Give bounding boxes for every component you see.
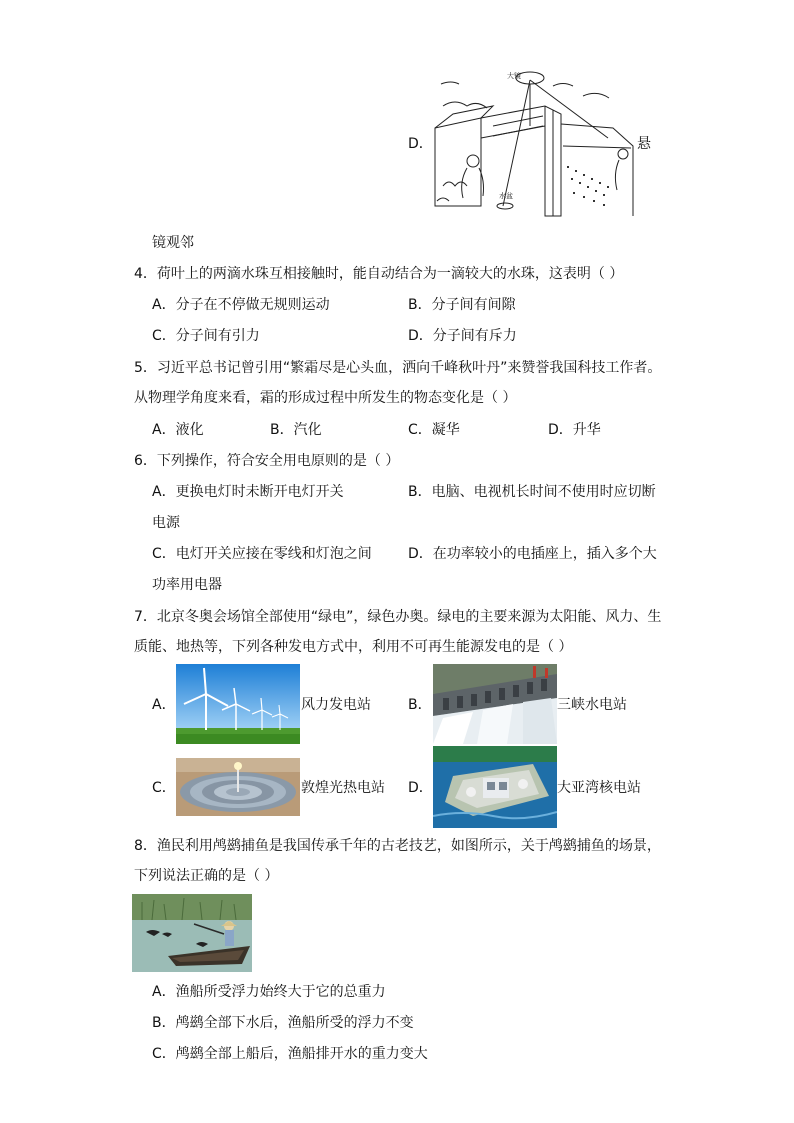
q5-option-d: D．升华 bbox=[548, 422, 601, 438]
q6-option-a: A．更换电灯时未断开电灯开关 bbox=[152, 484, 344, 500]
q3-option-d-letter: D． bbox=[408, 136, 433, 152]
q4-option-b: B．分子间有间隙 bbox=[408, 297, 516, 313]
solar-thermal-station-image bbox=[176, 758, 300, 816]
q7-option-a-text: 风力发电站 bbox=[301, 697, 371, 713]
q4-option-a: A．分子在不停做无规则运动 bbox=[152, 297, 330, 313]
q8-stem-line1: 8．渔民利用鸬鹚捕鱼是我国传承千年的古老技艺，如图所示，关于鸬鹚捕鱼的场景， bbox=[134, 838, 661, 854]
q5-option-a: A．液化 bbox=[152, 422, 204, 438]
q8-option-c: C．鸬鹚全部上船后，渔船排开水的重力变大 bbox=[152, 1046, 428, 1062]
mirror-label: 大镜 bbox=[507, 72, 521, 80]
q7-stem-line2: 质能、地热等，下列各种发电方式中，利用不可再生能源发电的是（ ） bbox=[134, 639, 573, 655]
q4-option-c: C．分子间有引力 bbox=[152, 328, 260, 344]
q5-option-c: C．凝华 bbox=[408, 422, 460, 438]
q8-option-b: B．鸬鹚全部下水后，渔船所受的浮力不变 bbox=[152, 1015, 414, 1031]
q7-option-c-letter: C． bbox=[152, 780, 176, 796]
q6-option-b-line1: B．电脑、电视机长时间不使用时应切断 bbox=[408, 484, 656, 500]
q6-option-b-line2: 电源 bbox=[152, 515, 180, 531]
q8-option-a: A．渔船所受浮力始终大于它的总重力 bbox=[152, 984, 386, 1000]
q6-option-c: C．电灯开关应接在零线和灯泡之间 bbox=[152, 546, 372, 562]
q5-stem-line1: 5．习近平总书记曾引用“繁霜尽是心头血，洒向千峰秋叶丹”来赞誉我国科技工作者。 bbox=[134, 360, 662, 376]
q8-stem-line2: 下列说法正确的是（ ） bbox=[134, 868, 279, 884]
q5-option-b: B．汽化 bbox=[270, 422, 322, 438]
cormorant-fishing-image bbox=[132, 894, 252, 972]
q7-option-a-letter: A． bbox=[152, 697, 176, 713]
basin-label: 水盆 bbox=[499, 192, 513, 200]
q6-option-d-line2: 功率用电器 bbox=[152, 577, 222, 593]
q7-option-d-letter: D． bbox=[408, 780, 433, 796]
q7-option-b-letter: B． bbox=[408, 697, 432, 713]
q7-stem-line1: 7．北京冬奥会场馆全部使用“绿电”，绿色办奥。绿电的主要来源为太阳能、风力、生 bbox=[134, 609, 662, 625]
nuclear-plant-image bbox=[433, 746, 557, 828]
q3-option-d-text-cont: 镜观邻 bbox=[152, 235, 194, 251]
q4-option-d: D．分子间有斥力 bbox=[408, 328, 517, 344]
wind-farm-image bbox=[176, 664, 300, 744]
q7-option-d-text: 大亚湾核电站 bbox=[557, 780, 641, 796]
q6-option-d-line1: D．在功率较小的电插座上，插入多个大 bbox=[408, 546, 657, 562]
q4-stem: 4．荷叶上的两滴水珠互相接触时，能自动结合为一滴较大的水珠，这表明（ ） bbox=[134, 266, 624, 282]
q6-stem: 6．下列操作，符合安全用电原则的是（ ） bbox=[134, 453, 400, 469]
q5-stem-line2: 从物理学角度来看，霜的形成过程中所发生的物态变化是（ ） bbox=[134, 390, 517, 406]
q7-option-b-text: 三峡水电站 bbox=[557, 697, 627, 713]
q3-option-d-text-tail: 悬 bbox=[637, 136, 651, 152]
q3-option-d-image bbox=[433, 66, 639, 218]
q7-option-c-text: 敦煌光热电站 bbox=[301, 780, 385, 796]
three-gorges-dam-image bbox=[433, 664, 557, 744]
